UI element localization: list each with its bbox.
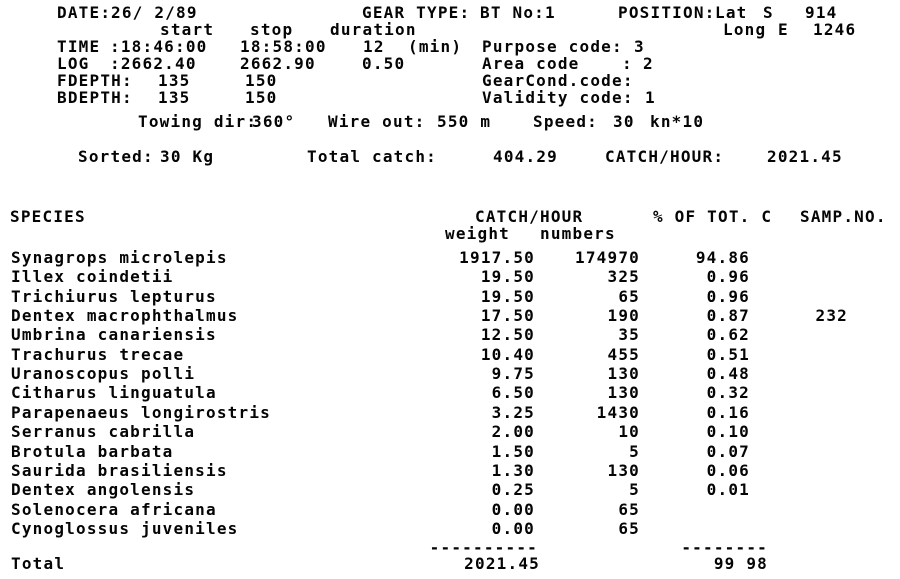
- time-stop-value: 18:58:00: [240, 37, 327, 56]
- sample-number: 232: [815, 306, 848, 326]
- date-value: 26/ 2/89: [111, 3, 198, 22]
- gearcond-code-label: GearCond.code:: [482, 71, 634, 90]
- date-label: DATE:: [57, 3, 112, 22]
- catch-numbers: 325: [607, 267, 640, 287]
- catch-numbers: 10: [618, 422, 640, 442]
- species-name: Brotula barbata: [11, 441, 174, 461]
- catch-numbers: 130: [607, 364, 640, 384]
- catch-weight: 3.25: [491, 402, 535, 422]
- catch-numbers: 130: [607, 460, 640, 480]
- catch-weight: 6.50: [491, 383, 535, 403]
- validity-code-value: 1: [645, 88, 656, 107]
- latitude-label: Lat: [715, 3, 748, 22]
- weight-subheader: weight: [445, 224, 510, 243]
- catch-hour-label: CATCH/HOUR:: [605, 147, 725, 166]
- total-pct-value: 99 98: [713, 554, 768, 573]
- log-start-value: :2662.40: [110, 54, 197, 73]
- catch-weight: 1.50: [491, 441, 535, 461]
- towing-dir-value: 360°: [252, 112, 296, 131]
- catch-weight: 19.50: [480, 286, 535, 306]
- area-code-label: Area code: [482, 54, 580, 73]
- time-start-value: :18:46:00: [110, 37, 208, 56]
- species-name: Dentex macrophthalmus: [11, 306, 239, 326]
- species-name: Trachurus trecae: [11, 344, 185, 364]
- longitude-hemisphere: E: [778, 20, 789, 39]
- catch-weight: 0.00: [491, 499, 535, 519]
- latitude-value: 914: [805, 3, 838, 22]
- latitude-hemisphere: S: [763, 3, 774, 22]
- sorted-label: Sorted:: [78, 147, 154, 166]
- catch-numbers: 35: [618, 325, 640, 345]
- time-duration-value: 12: [363, 37, 385, 56]
- start-column-label: start: [160, 20, 215, 39]
- species-name: Cynoglossus juveniles: [11, 518, 239, 538]
- bdepth-stop-value: 150: [245, 88, 278, 107]
- validity-code-label: Validity code:: [482, 88, 634, 107]
- purpose-code-label: Purpose code:: [482, 37, 623, 56]
- catch-weight: 9.75: [491, 364, 535, 384]
- pct-of-total: 0.48: [706, 364, 750, 384]
- duration-column-label: duration: [330, 20, 417, 39]
- pct-of-total: 0.51: [706, 344, 750, 364]
- speed-value: 30: [613, 112, 635, 131]
- catch-numbers: 65: [618, 286, 640, 306]
- species-name: Trichiurus lepturus: [11, 286, 217, 306]
- total-catch-label: Total catch:: [307, 147, 437, 166]
- pct-of-total: 0.62: [706, 325, 750, 345]
- catch-numbers: 174970: [575, 248, 640, 267]
- catch-numbers: 5: [629, 441, 640, 461]
- species-name: Illex coindetii: [11, 267, 174, 287]
- catch-weight: 17.50: [480, 306, 535, 326]
- pct-of-total: 0.32: [706, 383, 750, 403]
- fdepth-stop-value: 150: [245, 71, 278, 90]
- pct-of-total: 0.96: [706, 286, 750, 306]
- species-name: Citharus linguatula: [11, 383, 217, 403]
- samp-no-column-header: SAMP.NO.: [800, 207, 887, 226]
- pct-of-total: 0.96: [706, 267, 750, 287]
- numbers-subheader: numbers: [540, 224, 616, 243]
- species-name: Parapenaeus longirostris: [11, 402, 271, 422]
- stop-column-label: stop: [250, 20, 294, 39]
- weight-total-divider: ----------: [429, 538, 538, 557]
- pct-of-total: 0.06: [706, 460, 750, 480]
- position-label: POSITION:: [618, 3, 716, 22]
- catch-numbers: 5: [629, 480, 640, 500]
- gear-type-label: GEAR TYPE:: [362, 3, 471, 22]
- catch-hour-value: 2021.45: [767, 147, 843, 166]
- pct-total-divider: --------: [681, 538, 768, 557]
- purpose-code-value: 3: [634, 37, 645, 56]
- time-duration-unit: (min): [408, 37, 463, 56]
- sorted-value: 30 Kg: [160, 147, 215, 166]
- catch-numbers: 65: [618, 518, 640, 538]
- wire-out-value: 550 m: [437, 112, 492, 131]
- log-stop-value: 2662.90: [240, 54, 316, 73]
- catch-numbers: 455: [607, 344, 640, 364]
- catch-weight: 19.50: [480, 267, 535, 287]
- catch-weight: 1917.50: [459, 248, 535, 267]
- total-row-label: Total: [11, 554, 66, 573]
- pct-of-total: 0.16: [706, 402, 750, 422]
- time-label: TIME: [57, 37, 101, 56]
- catch-weight: 0.00: [491, 518, 535, 538]
- species-name: Saurida brasiliensis: [11, 460, 228, 480]
- speed-label: Speed:: [533, 112, 598, 131]
- species-name: Dentex angolensis: [11, 480, 196, 500]
- species-name: Serranus cabrilla: [11, 422, 196, 442]
- pct-of-total: 94.86: [695, 248, 750, 267]
- catch-weight: 12.50: [480, 325, 535, 345]
- catch-weight: 2.00: [491, 422, 535, 442]
- longitude-value: 1246: [813, 20, 857, 39]
- fdepth-start-value: 135: [158, 71, 191, 90]
- bdepth-label: BDEPTH:: [57, 88, 133, 107]
- longitude-label: Long: [723, 20, 767, 39]
- log-duration-value: 0.50: [362, 54, 406, 73]
- pct-of-total: 0.07: [706, 441, 750, 461]
- catch-weight: 0.25: [491, 480, 535, 500]
- total-catch-value: 404.29: [493, 147, 558, 166]
- area-code-colon: :: [622, 54, 633, 73]
- species-name: Umbrina canariensis: [11, 325, 217, 345]
- catch-numbers: 130: [607, 383, 640, 403]
- species-name: Solenocera africana: [11, 499, 217, 519]
- fdepth-label: FDEPTH:: [57, 71, 133, 90]
- area-code-value: 2: [643, 54, 654, 73]
- catch-numbers: 1430: [596, 402, 640, 422]
- bdepth-start-value: 135: [158, 88, 191, 107]
- wire-out-label: Wire out:: [328, 112, 426, 131]
- catch-hour-column-header: CATCH/HOUR: [475, 207, 584, 226]
- catch-weight: 10.40: [480, 344, 535, 364]
- pct-of-total: 0.87: [706, 306, 750, 326]
- species-name: Synagrops microlepis: [11, 248, 228, 267]
- catch-numbers: 190: [607, 306, 640, 326]
- species-name: Uranoscopus polli: [11, 364, 196, 384]
- log-label: LOG: [57, 54, 90, 73]
- catch-weight: 1.30: [491, 460, 535, 480]
- total-weight-value: 2021.45: [464, 554, 540, 573]
- catch-numbers: 65: [618, 499, 640, 519]
- pct-total-column-header: % OF TOT. C: [653, 207, 773, 226]
- gear-type-value: BT No:1: [480, 3, 556, 22]
- species-column-header: SPECIES: [10, 207, 86, 226]
- speed-unit: kn*10: [650, 112, 705, 131]
- pct-of-total: 0.01: [706, 480, 750, 500]
- towing-dir-label: Towing dir:: [138, 112, 258, 131]
- pct-of-total: 0.10: [706, 422, 750, 442]
